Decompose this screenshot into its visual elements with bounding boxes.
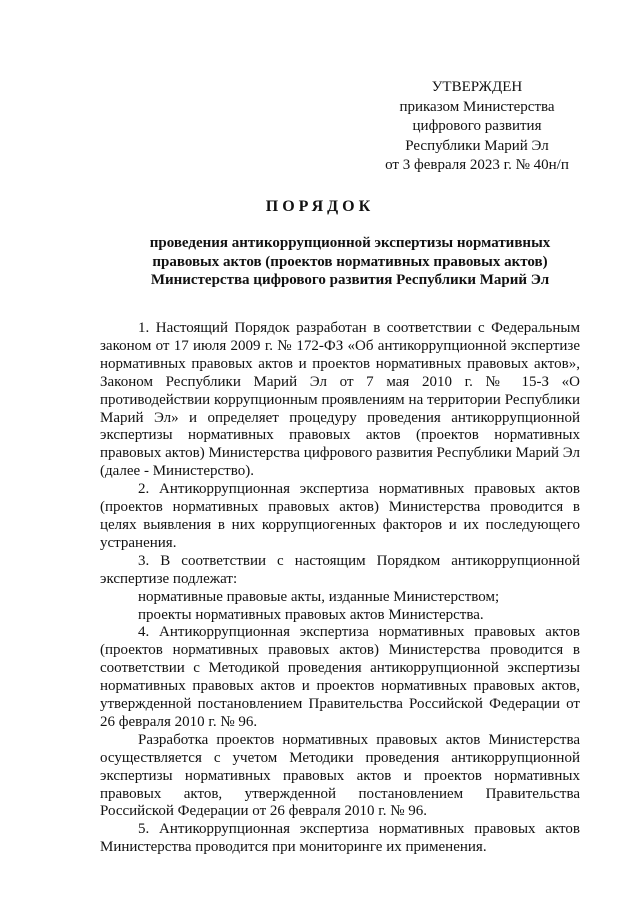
subtitle-line-1: проведения антикоррупционной экспертизы нормативных (149, 235, 551, 251)
document-subtitle (100, 234, 600, 290)
approval-stamp (362, 78, 592, 176)
approval-date-number-line: от 3 февраля 2023 г. № 40н/п (385, 157, 569, 173)
subtitle-line-2: правовых актов (проектов нормативных правовых актов) (152, 253, 548, 270)
paragraph-3: 3. В соответствии с настоящим Порядком антикоррупционной экспертизе подлежат: (100, 552, 580, 587)
approval-order-line: приказом Министерства (399, 98, 555, 115)
paragraph-5: 5. Антикоррупционная экспертиза нормативных правовых актов Министерства проводится при мониторинге их применения. (100, 821, 580, 856)
document-title: ПОРЯДОК (265, 198, 375, 215)
paragraph-4: 4. Антикоррупционная экспертиза нормативных правовых актов (проектов нормативных правовых актов) Министерства проводится в соответствии с Методикой проведения антикоррупционной экспертизы нормативных правовых актов и проектов нормативных правовых актов, утвержденной постановлением Правительства Российской Федерации от 26 февраля 2010 г. № 96. (100, 624, 580, 730)
paragraph-1: 1. Настоящий Порядок разработан в соответствии с Федеральным законом от 17 июля 2009 г. № 172-ФЗ «Об антикоррупционной экспертизе нормативных правовых актов и проектов нормативных правовых актов», Законом Республики Марий Эл от 7 мая 2010 г. № 15-З «О противодействии коррупционным проявлениям на территории Республики Марий Эл» и определяет процедуру проведения антикоррупционной экспертизы нормативных правовых актов (проектов нормативных правовых актов) Министерства цифрового развития Республики Марий Эл (далее - Министерство). (100, 320, 580, 480)
list-item-normative-acts: нормативные правовые акты, изданные Министерством; (138, 588, 500, 605)
approval-heading: УТВЕРЖДЕН (431, 79, 523, 95)
subtitle-line-3: Министерства цифрового развития Республики Марий Эл (150, 272, 550, 288)
document-body (100, 320, 580, 857)
list-item-draft-acts: проекты нормативных правовых актов Министерства. (138, 606, 484, 623)
approval-ministry-line: цифрового развития (412, 118, 542, 134)
approval-republic-line: Республики Марий Эл (405, 137, 549, 154)
paragraph-4-continuation: Разработка проектов нормативных правовых актов Министерства осуществляется с учетом Методики проведения антикоррупционной экспертизы нормативных правовых актов и проектов нормативных правовых актов, утвержденной постановлением Правительства Российской Федерации от 26 февраля 2010 г. № 96. (100, 731, 580, 820)
paragraph-2: 2. Антикоррупционная экспертиза нормативных правовых актов (проектов нормативных правовых актов) Министерства проводится в целях выявления в них коррупциогенных факторов и их последующего устранения. (100, 481, 580, 551)
